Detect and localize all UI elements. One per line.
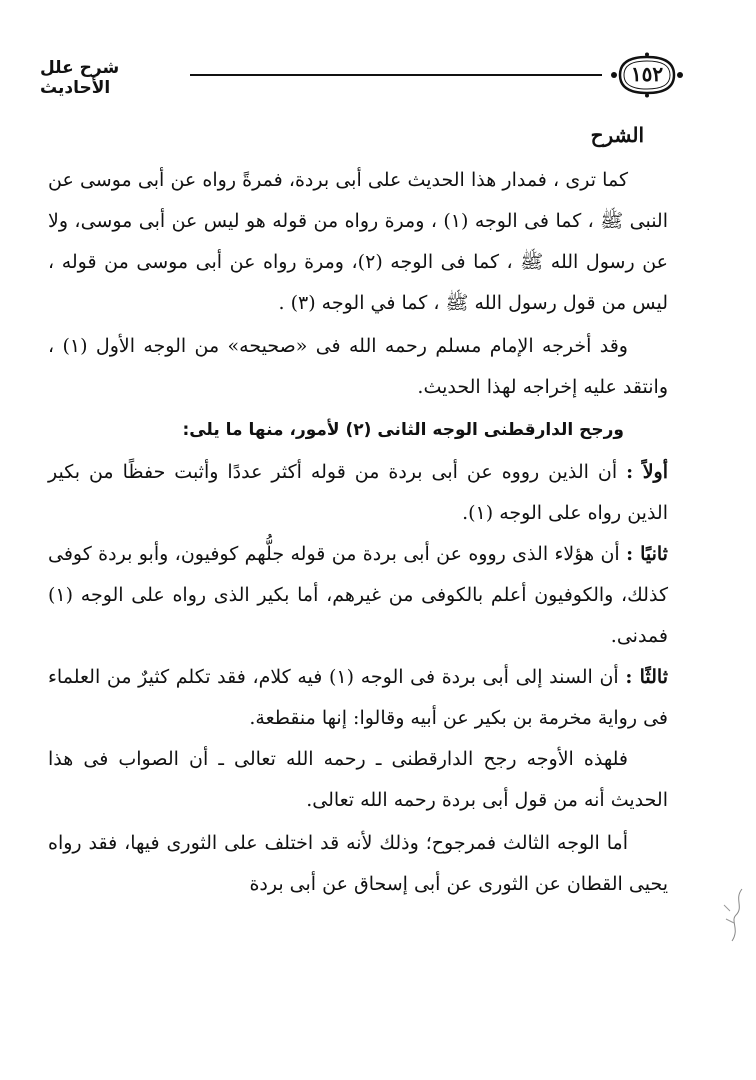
paragraph: فلهذه الأوجه رجح الدارقطنى ـ رحمه الله تعالى ـ أن الصواب فى هذا الحديث أنه من قول أبى بردة رحمه الله تعالى. [48, 748, 668, 811]
list-item [48, 452, 668, 534]
list-item-label: أولاً : [626, 461, 668, 483]
page-header [40, 52, 686, 102]
page-number-badge [608, 52, 686, 98]
header-rule [190, 74, 602, 76]
list-item-label: ثانيًا : [626, 543, 668, 565]
margin-scribble-icon [714, 885, 748, 945]
list-item-text: أن الذين رووه عن أبى بردة من قوله أكثر عددًا وأثبت حفظًا من بكير الذين رواه على الوجه (١). [48, 461, 668, 524]
paragraph: كما ترى ، فمدار هذا الحديث على أبى بردة، فمرةً رواه عن أبى موسى عن النبى ﷺ ، كما فى الوجه (١) ، ومرة رواه من قوله هو ليس عن أبى موسى، ولا عن رسول الله ﷺ ، كما فى الوجه (٢)، ومرة رواه عن أبى موسى من قوله ، ليس من قول رسول الله ﷺ ، كما في الوجه (٣) . [48, 169, 668, 314]
page-body [48, 118, 668, 905]
list-item-label: ثالثًا : [625, 666, 668, 688]
list-item [48, 657, 668, 739]
list-item [48, 534, 668, 657]
paragraph: وقد أخرجه الإمام مسلم رحمه الله فى «صحيحه» من الوجه الأول (١) ، وانتقد عليه إخراجه لهذا الحديث. [48, 335, 668, 398]
list-subheading: ورجح الدارقطنى الوجه الثانى (٢) لأمور، منها ما يلى: [182, 420, 624, 440]
list-item-text: أن هؤلاء الذى رووه عن أبى بردة من قوله جلُّهم كوفيون، وأبو بردة كوفى كذلك، والكوفيون أعلم بالكوفى من غيرهم، أما بكير الذى رواه على الوجه (١) فمدنى. [48, 543, 668, 647]
paragraph: أما الوجه الثالث فمرجوح؛ وذلك لأنه قد اختلف على الثورى فيها، فقد رواه يحيى القطان عن الثورى عن أبى إسحاق عن أبى بردة [48, 832, 668, 895]
running-title: شرح علل الأحاديث [40, 58, 120, 98]
section-heading: الشرح [590, 123, 644, 147]
page-number: ١٥٢ [630, 62, 664, 86]
list-item-text: أن السند إلى أبى بردة فى الوجه (١) فيه كلام، فقد تكلم كثيرٌ من العلماء فى رواية مخرمة بن بكير عن أبيه وقالوا: إنها منقطعة. [48, 666, 668, 729]
